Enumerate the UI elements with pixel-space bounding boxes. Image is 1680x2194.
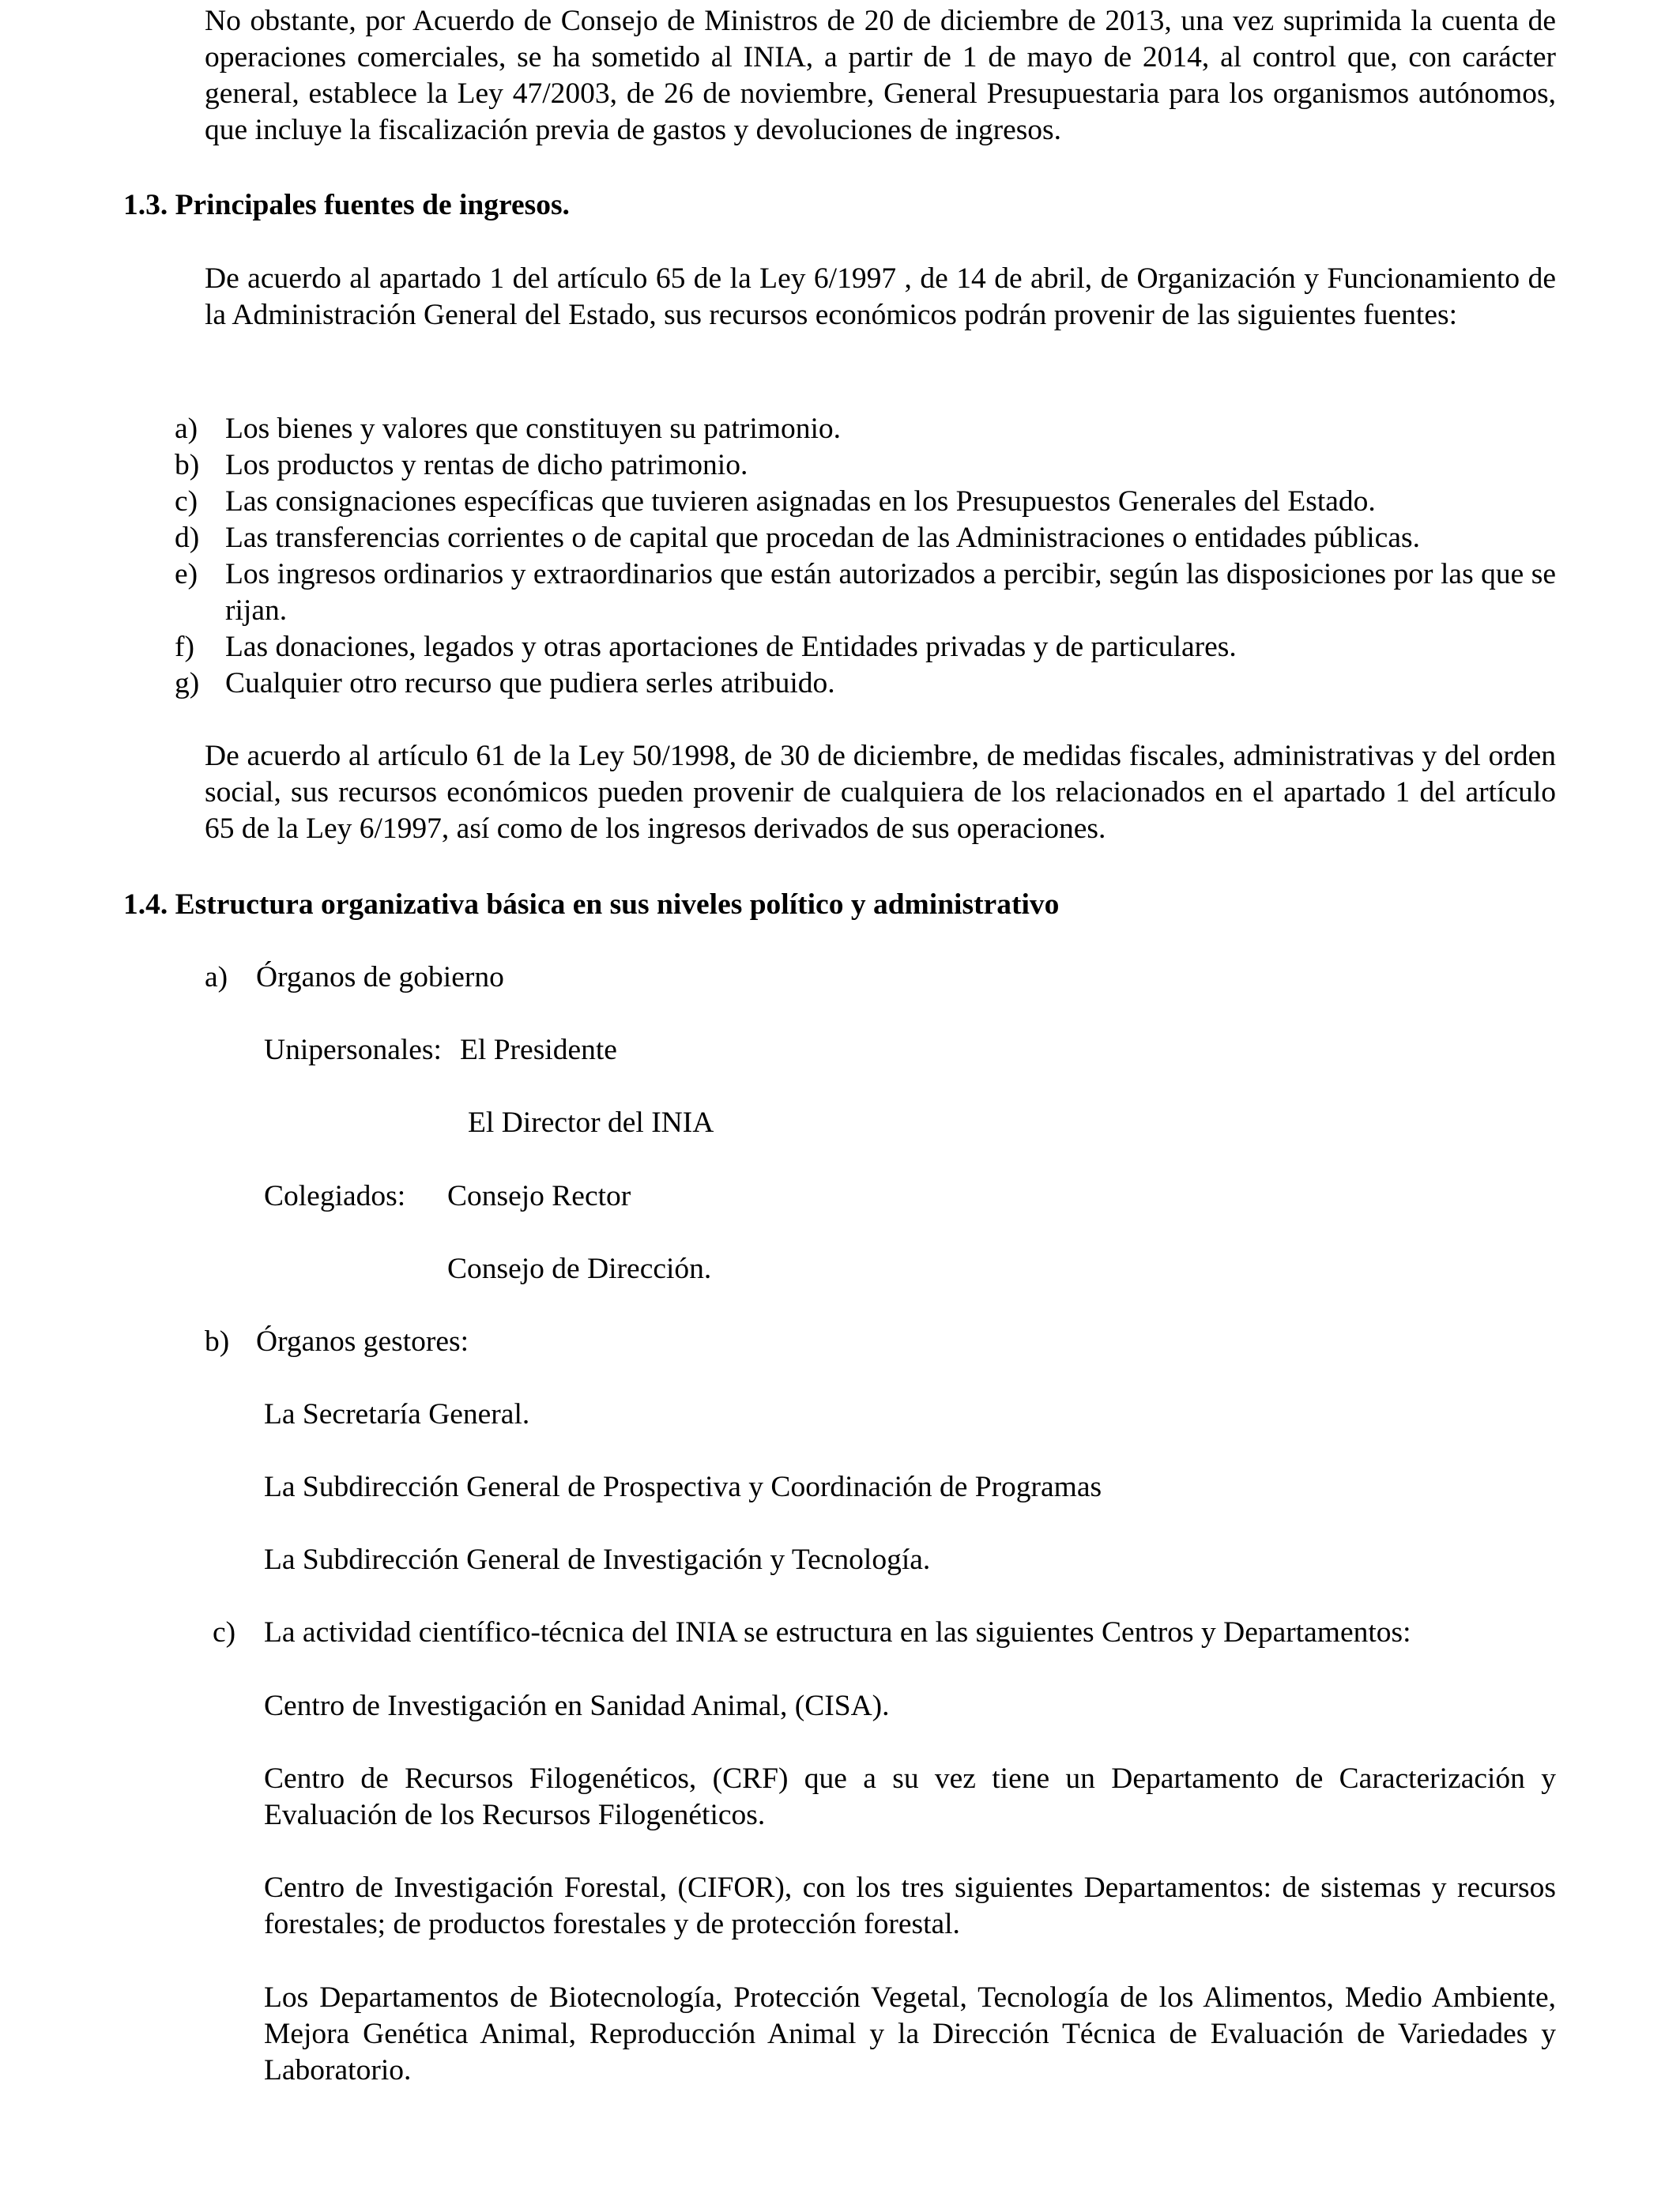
list-item-label: e) xyxy=(175,558,198,590)
section-1-4-heading: 1.4. Estructura organizativa básica en sus niveles político y administrativo xyxy=(123,888,1060,921)
section-1-3-paragraph-1: De acuerdo al apartado 1 del artículo 65 de la Ley 6/1997 , de 14 de abril, de Organización y Funcionamiento de la Administración General del Estado, sus recursos económicos podrán provenir de las siguientes fuentes: xyxy=(205,262,1556,331)
list-item-label: a) xyxy=(175,413,198,445)
list-item xyxy=(175,447,1556,484)
list-item-label: g) xyxy=(175,667,200,699)
unipersonales-director: El Director del INIA xyxy=(468,1106,714,1139)
unipersonales-label: Unipersonales: xyxy=(264,1034,442,1066)
subsection-b-label: b) xyxy=(205,1325,230,1358)
list-item-label: f) xyxy=(175,631,194,663)
colegiados-consejo-direccion: Consejo de Dirección. xyxy=(447,1253,712,1285)
list-item-text: Los bienes y valores que constituyen su patrimonio. xyxy=(225,413,842,445)
intro-paragraph: No obstante, por Acuerdo de Consejo de Ministros de 20 de diciembre de 2013, una vez suprimida la cuenta de operaciones comerciales, se ha sometido al INIA, a partir de 1 de mayo de 2014, al control que, con carácter general, establece la Ley 47/2003, de 26 de noviembre, General Presupuestaria para los organismos autónomos, que incluye la fiscalización previa de gastos y devoluciones de ingresos. xyxy=(205,5,1556,146)
list-item xyxy=(175,520,1556,556)
unipersonales-president: El Presidente xyxy=(460,1034,617,1066)
list-item-text: Las donaciones, legados y otras aportaciones de Entidades privadas y de particulares. xyxy=(225,631,1237,663)
list-item xyxy=(175,629,1556,665)
list-item xyxy=(175,484,1556,520)
list-item: La Subdirección General de Investigación y Tecnología. xyxy=(264,1544,931,1576)
list-item-label: d) xyxy=(175,522,200,554)
subsection-a-label: a) xyxy=(205,961,228,993)
list-item xyxy=(175,411,1556,447)
colegiados-consejo-rector: Consejo Rector xyxy=(447,1180,631,1212)
list-item: Centro de Investigación en Sanidad Animal, (CISA). xyxy=(264,1690,890,1722)
subsection-b-title: Órganos gestores: xyxy=(256,1325,469,1358)
list-item xyxy=(175,665,1556,702)
list-item-label: b) xyxy=(175,449,200,481)
section-1-3-heading: 1.3. Principales fuentes de ingresos. xyxy=(123,189,570,221)
list-item-text: Los productos y rentas de dicho patrimonio. xyxy=(225,449,748,481)
list-item-text: Cualquier otro recurso que pudiera serles atribuido. xyxy=(225,667,835,699)
list-item: Centro de Recursos Filogenéticos, (CRF) que a su vez tiene un Departamento de Caracterización y Evaluación de los Recursos Filogenéticos. xyxy=(264,1762,1556,1831)
list-item xyxy=(175,556,1556,629)
list-item: La Secretaría General. xyxy=(264,1398,530,1431)
list-item: La Subdirección General de Prospectiva y Coordinación de Programas xyxy=(264,1471,1102,1503)
subsection-a-title: Órganos de gobierno xyxy=(256,961,504,993)
colegiados-label: Colegiados: xyxy=(264,1180,406,1212)
subsection-c-label: c) xyxy=(213,1616,236,1649)
list-item-text: Los ingresos ordinarios y extraordinarios que están autorizados a percibir, según las disposiciones por las que se rijan. xyxy=(225,558,1556,627)
list-item: Los Departamentos de Biotecnología, Protección Vegetal, Tecnología de los Alimentos, Medio Ambiente, Mejora Genética Animal, Reproducción Animal y la Dirección Técnica de Evaluación de Variedades y Laboratorio. xyxy=(264,1981,1556,2087)
list-item-text: Las transferencias corrientes o de capital que procedan de las Administraciones o entidades públicas. xyxy=(225,522,1420,554)
section-1-3-paragraph-2: De acuerdo al artículo 61 de la Ley 50/1998, de 30 de diciembre, de medidas fiscales, administrativas y del orden social, sus recursos económicos pueden provenir de cualquiera de los relacionados en el apartado 1 del artículo 65 de la Ley 6/1997, así como de los ingresos derivados de sus operaciones. xyxy=(205,740,1556,845)
list-item-label: c) xyxy=(175,485,198,518)
subsection-c-title: La actividad científico-técnica del INIA se estructura en las siguientes Centros y Departamentos: xyxy=(264,1616,1411,1649)
list-item: Centro de Investigación Forestal, (CIFOR), con los tres siguientes Departamentos: de sistemas y recursos forestales; de productos forestales y de protección forestal. xyxy=(264,1872,1556,1940)
list-item-text: Las consignaciones específicas que tuvieren asignadas en los Presupuestos Generales del Estado. xyxy=(225,485,1376,518)
